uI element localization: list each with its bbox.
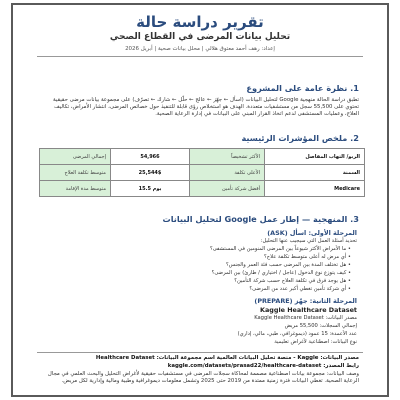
list-item: عدد الأعمدة: 15 عمود (ديموغرافي، طبي، مالي، إداري): [237, 331, 357, 337]
list-item: • كيف يتوزع نوع الدخول (عاجل / اختياري / طارئ) بين المرضى؟: [211, 270, 351, 276]
kpi-value: الربو/ التهاب المفاصل: [265, 149, 365, 165]
kpi-value: Medicare: [265, 181, 365, 197]
list-item: مصدر البيانات: Kaggle Healthcare Dataset: [254, 315, 357, 321]
phase-1-intro: تحديد أسئلة العمل التي سيجيب عنها التحليل:: [260, 238, 357, 244]
section-1-heading: 1. نظرة عامة على المشروع: [246, 83, 359, 93]
report-byline: إعداد: رهف أحمد معتوق هلالي | محلل بيانات صحية | أبريل 2026: [125, 46, 275, 52]
kpi-label: متوسط تكلفة العلاج: [40, 165, 111, 181]
dataset-name: Kaggle Healthcare Dataset: [260, 306, 357, 314]
list-item: • أي شركة تأمين تغطي أكبر عدد من المرضى؟: [249, 286, 351, 292]
phase-1-title: المرحلة الأولى: اسأل (ASK): [267, 229, 357, 237]
section-2-heading: 2. ملخص المؤشرات الرئيسية: [241, 133, 359, 143]
kpi-value: 54,966: [111, 149, 190, 165]
list-item: نوع البيانات: اصطناعية لأغراض تعليمية: [274, 339, 357, 345]
kpi-table: [39, 148, 365, 197]
kpi-label: إجمالي المرضى: [40, 149, 111, 165]
section-1-body: تطبق دراسة الحالة منهجية Google لتحليل البيانات (اسأل ← جهّز ← عالج ← حلّل ← شارك ← تصرّف) على مجموعة بيانات مرضى حقيقية تحتوي على 55,500 سجل من مستشفيات متعددة. الهدف هو استخلاص رؤى قابلة للتنفيذ حول خصائص المرضى، انتشار الأمراض، تكاليف العلاج، وعمليات المستشفى لدعم اتخاذ القرار المبني على البيانات في إدارة الرعاية الصحية.: [53, 97, 359, 117]
footer-source: مصدر البيانات: Kaggle - منصة تحليل البيانات العالمية اسم مجموعة البيانات: Healthcare Dataset: [95, 355, 359, 361]
list-item: • ما الأمراض الأكثر شيوعاً بين المرضى المنومين في المستشفى؟: [209, 246, 351, 252]
table-row: [40, 165, 365, 181]
footer-divider: [37, 352, 363, 353]
section-3-heading: 3. المنهجية — إطار عمل Google لتحليل البيانات: [162, 214, 359, 224]
table-row: [40, 149, 365, 165]
table-row: [40, 181, 365, 197]
kpi-value: 15.5 يوم: [111, 181, 190, 197]
footer-description: وصف البيانات: مجموعة بيانات اصطناعية مصممة لمحاكاة سجلات المرضى في مستشفيات حقيقية لأغراض التحليل والبحث العلمي في مجال الرعاية الصحية. تغطي البيانات فترة زمنية ممتدة من 2019 حتى 2025 وتشمل معلومات ديموغرافية وطبية ومالية وإدارية لكل مريض.: [47, 371, 359, 384]
kpi-label: الأعلى تكلفة: [190, 165, 265, 181]
list-item: • هل يوجد فرق في تكلفة العلاج حسب شركة التأمين؟: [234, 278, 351, 284]
kpi-value: السمنة: [265, 165, 365, 181]
kpi-label: متوسط مدة الإقامة: [40, 181, 111, 197]
kpi-value: 25,544$: [111, 165, 190, 181]
report-subtitle: تحليل بيانات المرضى في القطاع الصحي: [109, 32, 291, 42]
footer-link: رابط المصدر: kaggle.com/datasets/prasad22/healthcare-dataset: [167, 363, 359, 369]
kpi-label: الأكثر تشخيصاً: [190, 149, 265, 165]
list-item: • هل تختلف المدة بين المرضى حسب فئة العمر والجنس؟: [226, 262, 351, 268]
list-item: إجمالي السجلات: 55,500 مريض: [284, 323, 357, 329]
report-page: [11, 3, 389, 397]
kpi-label: أفضل شركة تأمين: [190, 181, 265, 197]
header-divider: [37, 56, 363, 57]
phase-2-title: المرحلة الثانية: جهّز (PREPARE): [254, 297, 357, 305]
list-item: • أي مرض له أعلى متوسط تكلفة علاج؟: [264, 254, 351, 260]
report-title: تقرير دراسة حالة: [136, 13, 264, 31]
